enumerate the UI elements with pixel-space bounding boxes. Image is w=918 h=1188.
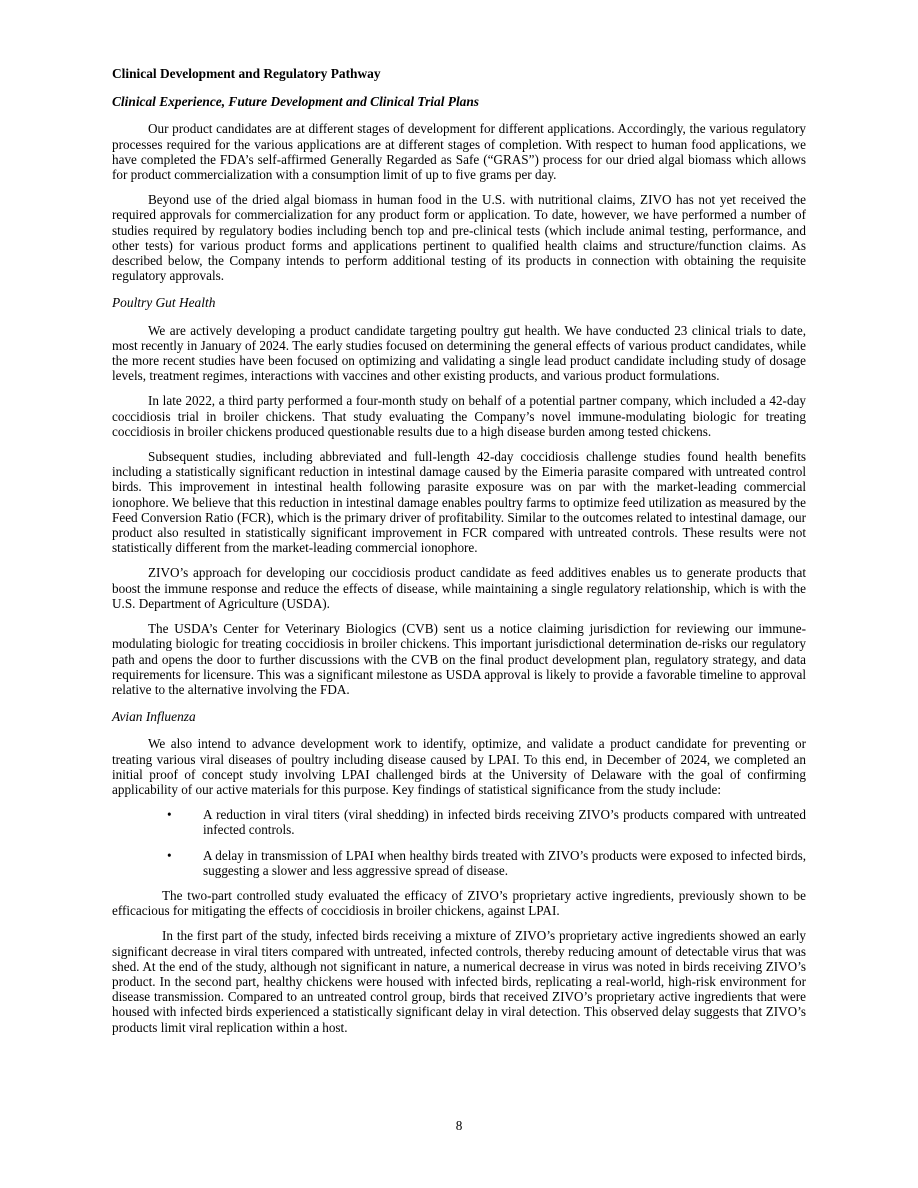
bullet-text: A delay in transmission of LPAI when healthy birds treated with ZIVO’s products were exposed to infected birds, suggesting a slower and less aggressive spread of disease.: [203, 847, 806, 878]
subsection-heading-clinical-experience: Clinical Experience, Future Development and Clinical Trial Plans: [112, 94, 480, 110]
paragraph-2: Beyond use of the dried algal biomass in human food in the U.S. with nutritional claims, ZIVO has not yet received the required approvals for commercialization for any product form or application. To date, however, we have performed a number of studies required by regulatory bodies including bench top and pre-clinical tests (which include animal testing, performance, and other tests) for various product forms and applications pertinent to qualified health claims and structure/function claims. As described below, the Company intends to perform additional testing of its products in connection with obtaining the requisite regulatory approvals.: [112, 192, 806, 284]
subheading-poultry-gut-health: Poultry Gut Health: [112, 295, 216, 311]
bullet-icon: •: [167, 847, 172, 863]
paragraph-8: We also intend to advance development work to identify, optimize, and validate a product candidate for preventing or treating various viral diseases of poultry including disease caused by LPAI. To this end, in December of 2024, we completed an initial proof of concept study involving LPAI challenged birds at the University of Delaware with the goal of confirming applicability of our active materials for this purpose. Key findings of statistical significance from the study include:: [112, 736, 806, 797]
bullet-item-viral-titers: [112, 807, 806, 837]
document-content: [112, 66, 806, 1035]
paragraph-1: Our product candidates are at different stages of development for different applications. Accordingly, the various regulatory processes required for the various applications are at different stages of completion. With respect to human food applications, we have completed the FDA’s self-affirmed Generally Regarded as Safe (“GRAS”) process for our dried algal biomass which allows for product commercialization with a consumption limit of up to five grams per day.: [112, 121, 806, 183]
subheading-avian-influenza: Avian Influenza: [112, 709, 196, 725]
paragraph-7: The USDA’s Center for Veterinary Biologics (CVB) sent us a notice claiming jurisdiction for reviewing our immune-modulating biologic for treating coccidiosis in broiler chickens. This important jurisdictional determination de-risks our regulatory path and opens the door to further discussions with the CVB on the final product development plan, regulatory strategy, and data requirements for licensure. This was a significant milestone as USDA approval is likely to provide a favorable timeline to approval relative to the alternative involving the FDA.: [112, 621, 806, 697]
paragraph-4: In late 2022, a third party performed a four-month study on behalf of a potential partner company, which included a 42-day coccidiosis trial in broiler chickens. That study evaluating the Company’s novel immune-modulating biologic for treating coccidiosis in broiler chickens produced questionable results due to a high disease burden among tested chickens.: [112, 393, 806, 439]
page-number: 8: [455, 1118, 463, 1133]
paragraph-5: Subsequent studies, including abbreviated and full-length 42-day coccidiosis challenge studies found health benefits including a statistically significant reduction in intestinal damage caused by the Eimeria parasite compared with untreated control birds. This improvement in intestinal health following parasite exposure was on par with the market-leading commercial ionophore. We believe that this reduction in intestinal damage enables poultry farms to optimize feed utilization as measured by the Feed Conversion Ratio (FCR), which is the primary driver of profitability. Similar to the outcomes related to intestinal damage, our product also resulted in statistically significant improvement in FCR compared with untreated controls. These results were not statistically different from the market-leading commercial ionophore.: [112, 449, 806, 556]
main-heading: Clinical Development and Regulatory Pathway: [112, 66, 381, 81]
paragraph-3: We are actively developing a product candidate targeting poultry gut health. We have conducted 23 clinical trials to date, most recently in January of 2024. The early studies focused on determining the general effects of various product candidates, while the more recent studies have been focused on optimizing and validating a single lead product candidate including study of dosage levels, treatment regimes, interactions with vaccines and other existing products, and various product formulations.: [112, 322, 806, 384]
bullet-icon: •: [167, 807, 172, 823]
paragraph-9: The two-part controlled study evaluated the efficacy of ZIVO’s proprietary active ingredients, previously shown to be efficacious for mitigating the effects of coccidiosis in broiler chickens, against LPAI.: [112, 887, 806, 919]
paragraph-10: In the first part of the study, infected birds receiving a mixture of ZIVO’s proprietary active ingredients showed an early significant decrease in viral titers compared with untreated, infected controls, thereby reducing amount of detectable virus that was shed. At the end of the study, although not significant in nature, a numerical decrease in virus was noted in birds receiving ZIVO’s product. In the second part, healthy chickens were housed with infected birds, replicating a real-world, high-risk environment for disease transmission. Compared to an untreated control group, birds that received ZIVO’s proprietary active ingredients that were housed with infected birds experienced a statistically significant delay in viral detection. This observed delay suggests that ZIVO’s products limit viral replication within a host.: [112, 928, 806, 1035]
bullet-item-transmission-delay: [112, 848, 806, 878]
paragraph-6: ZIVO’s approach for developing our coccidiosis product candidate as feed additives enables us to generate products that boost the immune response and reduce the effects of disease, while maintaining a single regulatory relationship, which is with the U.S. Department of Agriculture (USDA).: [112, 565, 806, 611]
bullet-text: A reduction in viral titers (viral shedding) in infected birds receiving ZIVO’s products compared with untreated infected controls.: [203, 807, 806, 838]
